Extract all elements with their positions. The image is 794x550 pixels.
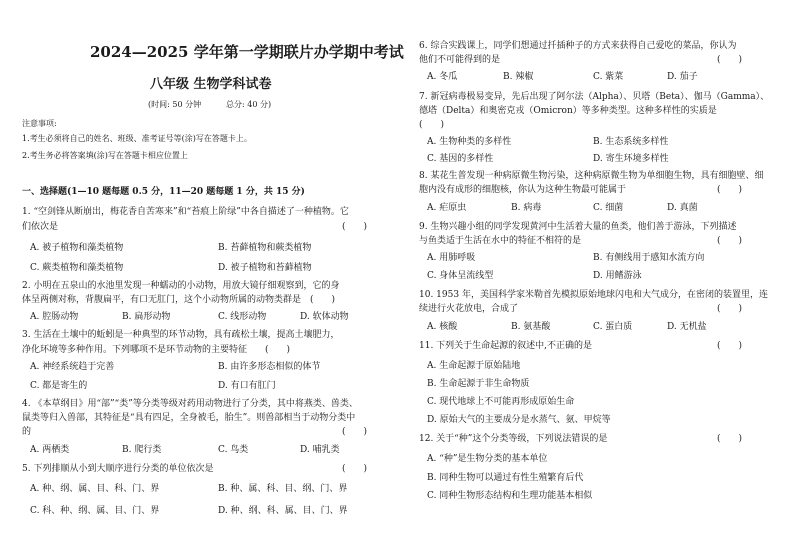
exam-title: 2024—2025 学年第一学期联片办学期中考试 bbox=[90, 43, 404, 61]
q10-option-b: B. 氨基酸 bbox=[511, 322, 551, 332]
q5-stem-line1: 5. 下列排顺从小到大顺序进行分类的单位依次是 bbox=[22, 464, 214, 474]
exam-score: 总分: 40 分) bbox=[226, 100, 272, 109]
q7-answer-paren: ( ) bbox=[419, 120, 445, 130]
q10-option-d: D. 无机盐 bbox=[667, 322, 707, 332]
q7-stem-line1: 7. 新冠病毒极易变异，先后出现了阿尔法（Alpha）、贝塔（Beta）、伽马（Gamma）、 bbox=[419, 92, 770, 102]
q1-option-a: A. 被子植物和藻类植物 bbox=[30, 243, 124, 253]
q3-option-d: D. 有口有肛门 bbox=[218, 381, 276, 391]
exam-subtitle: 八年级 生物学科试卷 bbox=[150, 77, 272, 92]
q7-option-d: D. 寄生环境多样性 bbox=[593, 154, 669, 164]
q10-stem-line2: 续进行火花放电，合成了 bbox=[419, 304, 519, 314]
q1-option-c: C. 蕨类植物和藻类植物 bbox=[30, 263, 124, 273]
q7-stem-line2: 德塔（Delta）和奥密克戎（Omicron）等多种类型。这种多样性的实质是 bbox=[419, 106, 717, 116]
q2-option-d: D. 软体动物 bbox=[300, 312, 349, 322]
q5-answer-paren: ( ) bbox=[342, 464, 368, 474]
q4-stem-line1: 4. 《本草纲目》用“部”“类”等分类等级对药用动物进行了分类，其中将燕类、兽类、 bbox=[22, 399, 358, 409]
q6-answer-paren: ( ) bbox=[717, 55, 743, 65]
q4-stem-line3: 的 bbox=[22, 427, 32, 437]
q6-option-b: B. 辣椒 bbox=[503, 72, 534, 82]
q3-option-b: B. 由许多形态相似的体节 bbox=[218, 362, 321, 372]
q7-option-c: C. 基因的多样性 bbox=[427, 154, 494, 164]
q10-stem-line1: 10. 1953 年，美国科学家米勒首先模拟原始地球闪电和大气成分，在密闭的装置里，连 bbox=[419, 290, 768, 300]
q2-option-a: A. 腔肠动物 bbox=[30, 312, 79, 322]
q4-answer-paren: ( ) bbox=[342, 427, 368, 437]
note-2: 2.考生务必将答案填(涂)写在答题卡相应位置上 bbox=[22, 151, 188, 160]
q11-option-b: B. 生命起源于非生命物质 bbox=[427, 379, 530, 389]
q9-option-b: B. 有侧线用于感知水流方向 bbox=[593, 253, 705, 263]
notes-title: 注意事项: bbox=[22, 119, 57, 128]
q12-option-a: A. “种”是生物分类的基本单位 bbox=[427, 454, 548, 464]
q9-option-c: C. 身体呈流线型 bbox=[427, 271, 494, 281]
q8-option-a: A. 疟原虫 bbox=[427, 203, 467, 213]
q1-stem-line2: 们依次是 bbox=[22, 222, 59, 232]
q6-option-c: C. 紫菜 bbox=[593, 72, 624, 82]
q1-stem-line1: 1. “空剑锋从断崩出，梅花香自苦寒来”和“苔痕上阶绿”中各自描述了一种植物。它 bbox=[22, 207, 349, 217]
right-page bbox=[397, 0, 794, 550]
q10-answer-paren: ( ) bbox=[717, 304, 743, 314]
q9-option-d: D. 用鳍游泳 bbox=[593, 271, 642, 281]
q6-stem-line1: 6. 综合实践课上，同学们想通过扦插种子的方式来获得自己爱吃的菜品，你认为 bbox=[419, 41, 737, 51]
q2-stem-line1: 2. 小明在五泉山的水池里发现一种蠕动的小动物，用放大镜仔细观察到，它的身 bbox=[22, 281, 340, 291]
q2-stem-line2: 体呈两侧对称，背腹扁平，有口无肛门，这个小动物所属的动物类群是 ( ) bbox=[22, 295, 336, 305]
q10-option-a: A. 核酸 bbox=[427, 322, 458, 332]
q8-option-d: D. 真菌 bbox=[667, 203, 698, 213]
q11-answer-paren: ( ) bbox=[717, 341, 743, 351]
q9-stem-line1: 9. 生物兴趣小组的同学发现黄河中生活着大量的鱼类，他们善于游泳，下列描述 bbox=[419, 222, 737, 232]
q12-option-b: B. 同种生物可以通过有性生殖繁育后代 bbox=[427, 473, 584, 483]
q8-answer-paren: ( ) bbox=[717, 185, 743, 195]
q9-answer-paren: ( ) bbox=[717, 236, 743, 246]
q4-option-c: C. 鸟类 bbox=[218, 445, 249, 455]
q11-stem: 11. 下列关于生命起源的叙述中,不正确的是 bbox=[419, 341, 593, 351]
q3-stem-line2: 净化环境等多种作用。下列哪项不是环节动物的主要特征 ( ) bbox=[22, 345, 291, 355]
q5-option-d: D. 种、纲、科、属、目、门、界 bbox=[218, 506, 348, 516]
q2-option-b: B. 扁形动物 bbox=[122, 312, 171, 322]
q6-option-d: D. 茄子 bbox=[667, 72, 698, 82]
q8-stem-line2: 胞内没有成形的细胞核，你认为这种生物最可能属于 bbox=[419, 185, 627, 195]
q6-stem-line2: 他们不可能得到的是 bbox=[419, 55, 501, 65]
q8-option-c: C. 细菌 bbox=[593, 203, 624, 213]
q7-option-b: B. 生态系统多样性 bbox=[593, 137, 669, 147]
section-1-heading: 一、选择题(1—10 题每题 0.5 分，11—20 题每题 1 分，共 15 分) bbox=[22, 187, 305, 197]
q7-option-a: A. 生物种类的多样性 bbox=[427, 137, 512, 147]
q2-option-c: C. 线形动物 bbox=[218, 312, 267, 322]
q12-option-c: C. 同种生物形态结构和生理功能基本相似 bbox=[427, 491, 593, 501]
note-1: 1.考生必须将自己的姓名、班级、准考证号等(涂)写在答题卡上。 bbox=[22, 134, 252, 143]
q9-stem-line2: 与鱼类适于生活在水中的特征不相符的是 bbox=[419, 236, 582, 246]
q11-option-a: A. 生命起源于原始陆地 bbox=[427, 361, 521, 371]
q11-option-d: D. 原始大气的主要成分是水蒸气、氨、甲烷等 bbox=[427, 415, 611, 425]
q4-stem-line2: 鼠类等归入兽部，其特征是“具有四足，全身被毛，胎生”。则兽部相当于动物分类中 bbox=[22, 413, 356, 423]
q4-option-a: A. 两栖类 bbox=[30, 445, 70, 455]
q5-option-a: A. 种、纲、属、目、科、门、界 bbox=[30, 484, 160, 494]
q12-answer-paren: ( ) bbox=[717, 434, 743, 444]
q8-option-b: B. 病毒 bbox=[511, 203, 542, 213]
q3-option-a: A. 神经系统趋于完善 bbox=[30, 362, 115, 372]
q8-stem-line1: 8. 某花生普发现一种病原微生物污染，这种病原微生物为单细胞生物，具有细胞壁、细 bbox=[419, 171, 764, 181]
exam-time: (时间: 50 分钟 bbox=[148, 100, 202, 109]
q5-option-c: C. 科、种、纲、属、目、门、界 bbox=[30, 506, 160, 516]
q4-option-d: D. 哺乳类 bbox=[300, 445, 340, 455]
q1-answer-paren: ( ) bbox=[342, 222, 368, 232]
q3-option-c: C. 都是寄生的 bbox=[30, 381, 88, 391]
q3-stem-line1: 3. 生活在土壤中的蚯蚓是一种典型的环节动物，具有疏松土壤，提高土壤肥力， bbox=[22, 330, 340, 340]
q11-option-c: C. 现代地球上不可能再形成原始生命 bbox=[427, 397, 575, 407]
q9-option-a: A. 用肺呼吸 bbox=[427, 253, 476, 263]
q1-option-b: B. 苔藓植物和蕨类植物 bbox=[218, 243, 312, 253]
q6-option-a: A. 冬瓜 bbox=[427, 72, 458, 82]
q4-option-b: B. 爬行类 bbox=[122, 445, 162, 455]
q12-stem: 12. 关于“种”这个分类等级，下列说法错误的是 bbox=[419, 434, 608, 444]
q10-option-c: C. 蛋白质 bbox=[593, 322, 633, 332]
q5-option-b: B. 种、属、科、目、纲、门、界 bbox=[218, 484, 348, 494]
q1-option-d: D. 被子植物和苔藓植物 bbox=[218, 263, 312, 273]
